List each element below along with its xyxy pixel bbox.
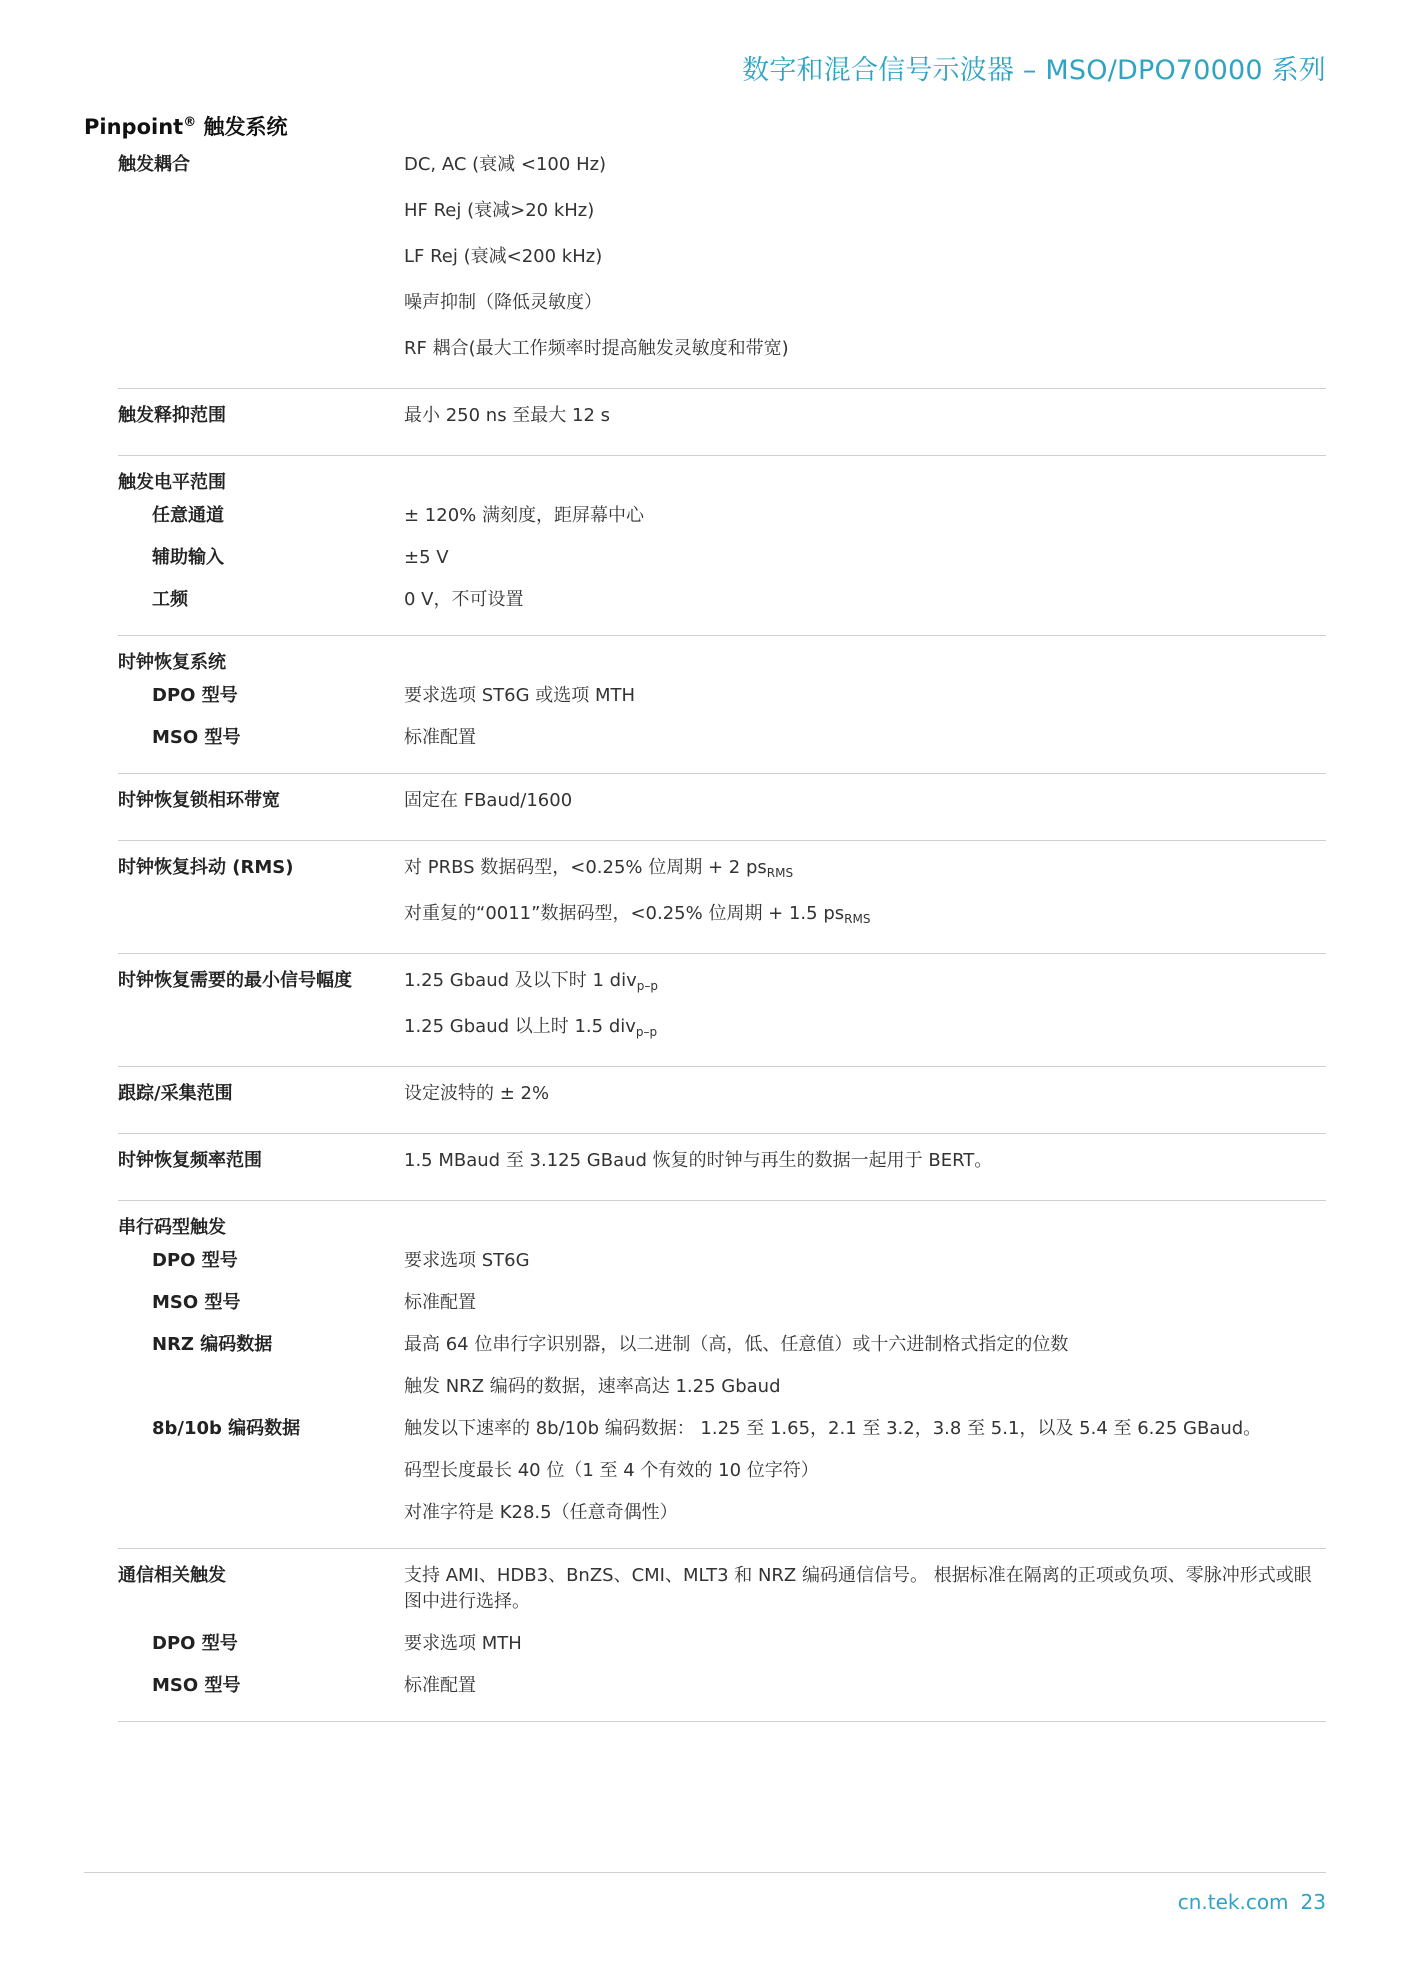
spec-group bbox=[118, 855, 1326, 954]
spec-value: 触发 NRZ 编码的数据，速率高达 1.25 Gbaud bbox=[404, 1376, 781, 1397]
spec-value: 噪声抑制（降低灵敏度） bbox=[404, 292, 602, 313]
spec-sub-row bbox=[118, 1631, 1326, 1673]
spec-value: DC, AC (衰减 <100 Hz) bbox=[404, 154, 607, 175]
spec-values bbox=[404, 683, 1326, 725]
spec-values bbox=[404, 968, 1326, 1060]
spec-value-empty bbox=[404, 1215, 1326, 1241]
spec-value bbox=[404, 1014, 1326, 1040]
spec-group bbox=[118, 1215, 1326, 1549]
spec-row bbox=[118, 152, 1326, 382]
spec-group bbox=[118, 403, 1326, 456]
spec-sub-row bbox=[118, 587, 1326, 629]
spec-sub-label: DPO 型号 bbox=[152, 685, 238, 706]
spec-label: 时钟恢复锁相环带宽 bbox=[118, 790, 280, 811]
spec-values bbox=[404, 1631, 1326, 1673]
spec-value bbox=[404, 968, 1326, 994]
spec-value: 对准字符是 K28.5（任意奇偶性） bbox=[404, 1502, 678, 1523]
spec-values bbox=[404, 1563, 1326, 1631]
spec-value: 触发以下速率的 8b/10b 编码数据： 1.25 至 1.65，2.1 至 3.2，3.8 至 5.1，以及 5.4 至 6.25 GBaud。 bbox=[404, 1418, 1262, 1439]
spec-values bbox=[404, 1416, 1326, 1542]
spec-sub-label: MSO 型号 bbox=[152, 727, 241, 748]
spec-group bbox=[118, 650, 1326, 774]
spec-sub-row bbox=[118, 725, 1326, 767]
spec-value: 最小 250 ns 至最大 12 s bbox=[404, 405, 611, 426]
spec-values bbox=[404, 403, 1326, 449]
spec-value: 码型长度最长 40 位（1 至 4 个有效的 10 位字符） bbox=[404, 1460, 819, 1481]
spec-label: 通信相关触发 bbox=[118, 1565, 226, 1586]
spec-value: 0 V，不可设置 bbox=[404, 589, 524, 610]
page-number: 23 bbox=[1300, 1890, 1326, 1914]
spec-sub-row bbox=[118, 683, 1326, 725]
spec-row bbox=[118, 1563, 1326, 1631]
spec-row bbox=[118, 403, 1326, 449]
spec-value: 要求选项 MTH bbox=[404, 1633, 522, 1654]
spec-value: 支持 AMI、HDB3、BnZS、CMI、MLT3 和 NRZ 编码通信信号。 根据标准在隔离的正项或负项、零脉冲形式或眼图中进行选择。 bbox=[404, 1565, 1312, 1612]
registered-mark: ® bbox=[183, 115, 197, 130]
spec-sub-label: DPO 型号 bbox=[152, 1633, 238, 1654]
spec-values bbox=[404, 587, 1326, 629]
footer-website: cn.tek.com bbox=[1177, 1890, 1289, 1914]
spec-sub-row bbox=[118, 1332, 1326, 1416]
spec-sub-label: DPO 型号 bbox=[152, 1250, 238, 1271]
spec-sub-label: 8b/10b 编码数据 bbox=[152, 1418, 301, 1439]
spec-values bbox=[404, 1673, 1326, 1715]
spec-label: 触发释抑范围 bbox=[118, 405, 226, 426]
spec-sub-label: MSO 型号 bbox=[152, 1675, 241, 1696]
spec-value: 设定波特的 ± 2% bbox=[404, 1083, 550, 1104]
spec-value: RF 耦合(最大工作频率时提高触发灵敏度和带宽) bbox=[404, 338, 789, 359]
spec-value: ± 120% 满刻度，距屏幕中心 bbox=[404, 505, 644, 526]
spec-value: 标准配置 bbox=[404, 1675, 476, 1696]
spec-group bbox=[118, 152, 1326, 389]
spec-values bbox=[404, 855, 1326, 947]
spec-group bbox=[118, 1081, 1326, 1134]
spec-value bbox=[404, 855, 1326, 881]
spec-sub-row bbox=[118, 545, 1326, 587]
section-title-text: Pinpoint bbox=[84, 115, 184, 139]
spec-label: 时钟恢复需要的最小信号幅度 bbox=[118, 970, 352, 991]
spec-label: 触发电平范围 bbox=[118, 472, 226, 493]
spec-label: 串行码型触发 bbox=[118, 1217, 226, 1238]
spec-value: LF Rej (衰减<200 kHz) bbox=[404, 246, 603, 267]
spec-row bbox=[118, 788, 1326, 834]
spec-group bbox=[118, 1148, 1326, 1201]
spec-group bbox=[118, 968, 1326, 1067]
spec-value: 标准配置 bbox=[404, 1292, 476, 1313]
spec-value: ±5 V bbox=[404, 547, 449, 568]
spec-values bbox=[404, 1215, 1326, 1248]
spec-values bbox=[404, 1148, 1326, 1194]
spec-label: 触发耦合 bbox=[118, 154, 190, 175]
footer-divider bbox=[84, 1872, 1326, 1873]
spec-values bbox=[404, 788, 1326, 834]
spec-value: 1.5 MBaud 至 3.125 GBaud 恢复的时钟与再生的数据一起用于 BERT。 bbox=[404, 1150, 993, 1171]
spec-values bbox=[404, 1332, 1326, 1416]
spec-value-subscript: p–p bbox=[635, 1025, 658, 1039]
spec-row bbox=[118, 650, 1326, 683]
spec-value: 要求选项 ST6G bbox=[404, 1250, 530, 1271]
spec-value: 标准配置 bbox=[404, 727, 476, 748]
spec-row bbox=[118, 1215, 1326, 1248]
spec-sub-row bbox=[118, 1673, 1326, 1715]
spec-row bbox=[118, 1081, 1326, 1127]
spec-value-empty bbox=[404, 650, 1326, 676]
spec-values bbox=[404, 1290, 1326, 1332]
spec-table bbox=[118, 152, 1326, 1736]
spec-group bbox=[118, 470, 1326, 636]
spec-label: 时钟恢复频率范围 bbox=[118, 1150, 262, 1171]
spec-label: 时钟恢复系统 bbox=[118, 652, 226, 673]
spec-values bbox=[404, 470, 1326, 503]
spec-label: 时钟恢复抖动 (RMS) bbox=[118, 857, 294, 878]
spec-label: 跟踪/采集范围 bbox=[118, 1083, 233, 1104]
spec-sub-row bbox=[118, 1416, 1326, 1542]
spec-sub-row bbox=[118, 1290, 1326, 1332]
document-header-title: 数字和混合信号示波器 – MSO/DPO70000 系列 bbox=[742, 55, 1326, 86]
spec-value-text: 1.25 Gbaud 以上时 1.5 div bbox=[404, 1016, 636, 1037]
section-title bbox=[84, 111, 288, 141]
page-footer bbox=[1178, 1890, 1326, 1914]
spec-value bbox=[404, 901, 1326, 927]
spec-row bbox=[118, 968, 1326, 1060]
spec-group bbox=[118, 1563, 1326, 1722]
spec-value: 最高 64 位串行字识别器，以二进制（高，低、任意值）或十六进制格式指定的位数 bbox=[404, 1334, 1069, 1355]
spec-value-text: 对重复的“0011”数据码型，<0.25% 位周期 + 1.5 ps bbox=[404, 903, 845, 924]
spec-value: 固定在 FBaud/1600 bbox=[404, 790, 573, 811]
spec-sub-label: MSO 型号 bbox=[152, 1292, 241, 1313]
spec-row bbox=[118, 470, 1326, 503]
spec-sub-row bbox=[118, 503, 1326, 545]
spec-values bbox=[404, 725, 1326, 767]
spec-sub-label: NRZ 编码数据 bbox=[152, 1334, 273, 1355]
spec-value: 要求选项 ST6G 或选项 MTH bbox=[404, 685, 636, 706]
spec-values bbox=[404, 503, 1326, 545]
spec-values bbox=[404, 1248, 1326, 1290]
spec-value-text: 1.25 Gbaud 及以下时 1 div bbox=[404, 970, 637, 991]
spec-values bbox=[404, 650, 1326, 683]
spec-sub-row bbox=[118, 1248, 1326, 1290]
spec-sub-label: 辅助输入 bbox=[152, 547, 224, 568]
spec-value-subscript: p–p bbox=[636, 979, 658, 993]
spec-value-empty bbox=[404, 470, 1326, 496]
spec-sub-label: 工频 bbox=[152, 589, 188, 610]
spec-group bbox=[118, 788, 1326, 841]
spec-value: HF Rej (衰减>20 kHz) bbox=[404, 200, 595, 221]
spec-value-subscript: RMS bbox=[844, 912, 871, 926]
spec-sub-label: 任意通道 bbox=[152, 505, 224, 526]
spec-values bbox=[404, 152, 1326, 382]
spec-value-subscript: RMS bbox=[766, 866, 794, 880]
spec-values bbox=[404, 1081, 1326, 1127]
spec-row bbox=[118, 855, 1326, 947]
spec-value-text: 对 PRBS 数据码型，<0.25% 位周期 + 2 ps bbox=[404, 857, 767, 878]
spec-row bbox=[118, 1148, 1326, 1194]
section-title-suffix: 触发系统 bbox=[196, 115, 288, 139]
spec-values bbox=[404, 545, 1326, 587]
